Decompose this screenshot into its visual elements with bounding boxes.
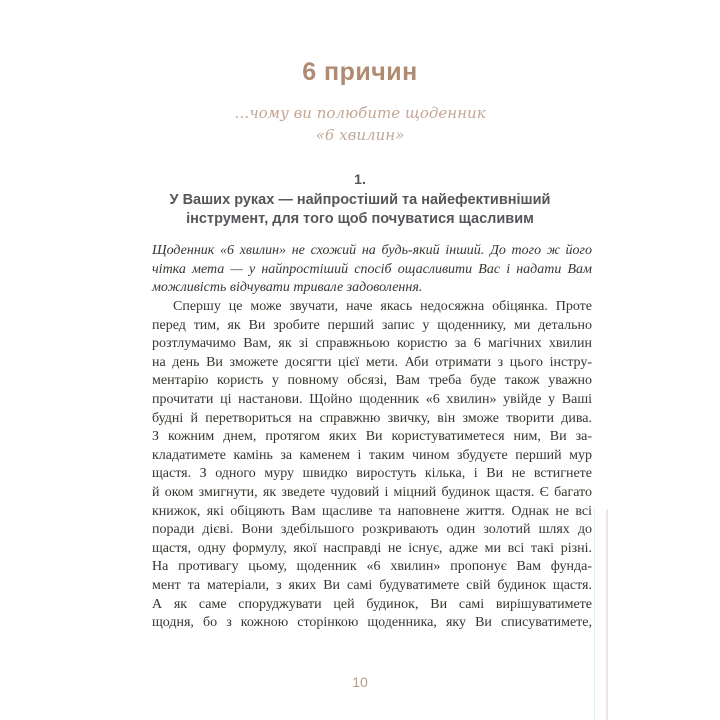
lead-paragraph <box>152 242 592 298</box>
section-number: 1. <box>354 171 366 187</box>
text-line: Спершу це може звучати, наче якась недосяжна обіцянка. Проте <box>173 299 592 314</box>
page-curl-edge <box>594 506 595 720</box>
text-line: книжок, які обіцяють Вам щасливе та наповнене життя. Однак не всі <box>152 503 592 519</box>
text-line: щастя, одну формулу, якої насправді не існує, адже ми всі такі різні. <box>152 540 592 556</box>
chapter-subtitle-line: «6 хвилин» <box>315 126 405 144</box>
text-line: й оком змигнути, як зведете чудовий і міцний будинок щастя. Є багато <box>152 484 592 500</box>
text-line: мент та матеріали, з яких Ви самі будуватимете свій будинок щастя. <box>152 577 592 593</box>
text-line: З кожним днем, протягом яких Ви користуватиметеся ним, Ви за- <box>152 429 592 445</box>
chapter-subtitle <box>0 102 720 146</box>
text-line: поради дієві. Вони здебільшого розкривають один золотий шлях до <box>152 522 592 538</box>
text-line: можливість відчувати тривале задоволення. <box>152 280 423 296</box>
text-line: щодня, бо з кожною сторінкою щоденника, яку Ви списуватимете, <box>152 615 592 631</box>
text-line: на день Ви зможете досягти цієї мети. Аби отримати з цього інстру- <box>152 354 592 370</box>
section-heading <box>110 191 610 228</box>
text-line: будні й перетвориться на справжню звичку, він зможе творити дива. <box>152 410 592 426</box>
text-line: розтлумачимо Вам, як зі справжньою користю за 6 магічних хвилин <box>152 336 592 352</box>
text-line: кладатимете камінь за каменем і таким чином збудуєте перший мур <box>152 447 592 463</box>
chapter-title: 6 причин <box>302 58 418 86</box>
text-line: Щоденник «6 хвилин» не схожий на будь-який інший. До того ж його <box>152 243 592 258</box>
section-heading-line: інструмент, для того щоб почуватися щасливим <box>186 210 534 227</box>
section-heading-line: У Ваших руках — найпростіший та найефективніший <box>169 192 551 208</box>
page-curl-edge <box>606 509 608 720</box>
page-number: 10 <box>352 674 368 690</box>
body-paragraph <box>152 298 592 633</box>
text-line: чітка мета — у найпростіший спосіб ощасливити Вас і надати Вам <box>152 261 592 277</box>
text-line: На противагу цьому, щоденник «6 хвилин» пропонує Вам фунда- <box>152 559 592 575</box>
text-line: щастя. З одного муру швидко виростуть кілька, і Ви не встигнете <box>152 466 592 482</box>
chapter-subtitle-line: …чому ви полюбите щоденник <box>234 104 486 122</box>
text-line: прочитати ці настанови. Щойно щоденник «6 хвилин» увійде у Ваші <box>152 391 592 407</box>
text-line: А як саме споруджувати цей будинок, Ви самі вирішуватимете <box>152 596 592 612</box>
text-line: ментарію користь у повному обсязі, Вам треба буде також уважно <box>152 373 592 389</box>
text-line: перед тим, як Ви зробите перший запис у щоденнику, ми детально <box>152 317 592 333</box>
